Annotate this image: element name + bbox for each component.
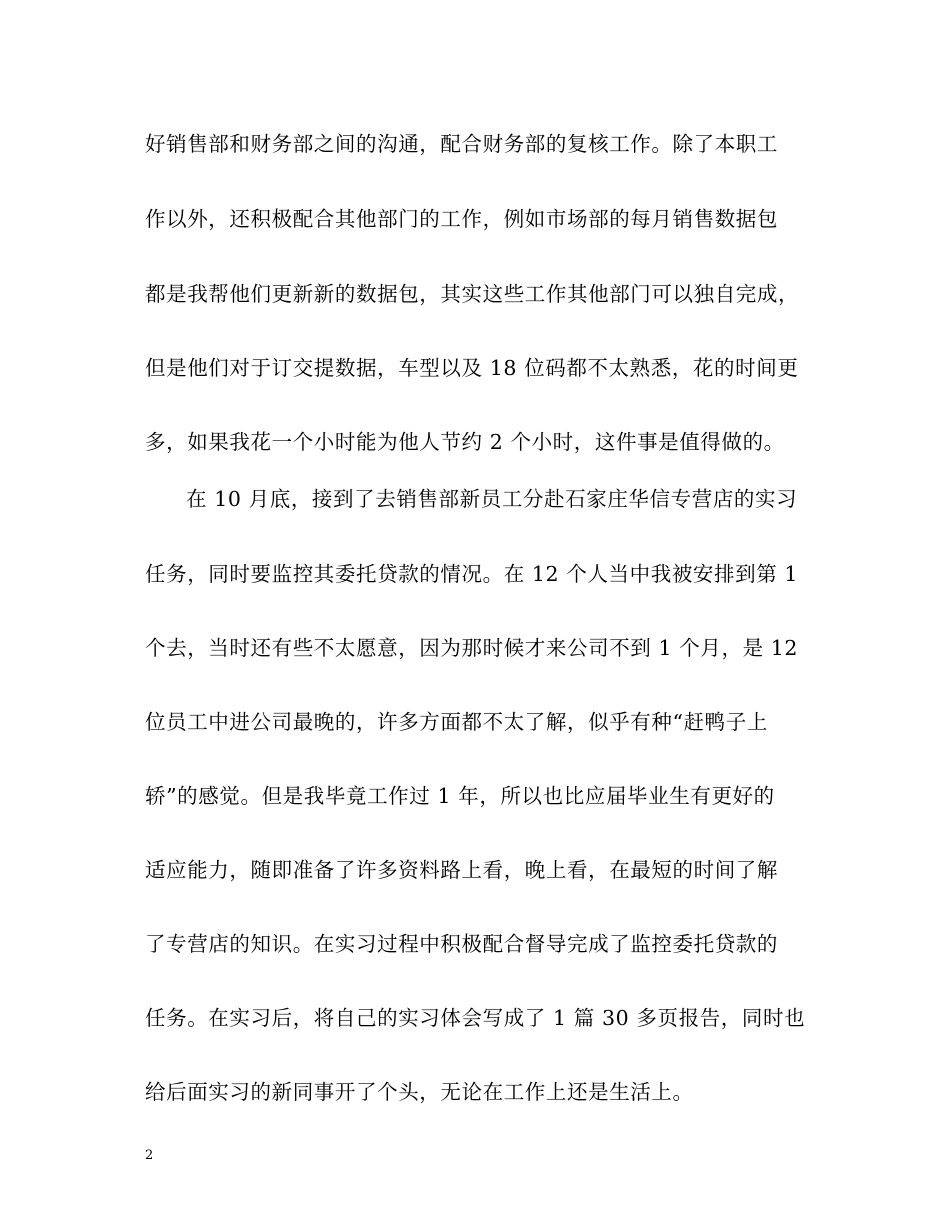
text-line: 了专营店的知识。在实习过程中积极配合督导完成了监控委托贷款的: [145, 932, 778, 956]
text-line: 个去，当时还有些不太愿意，因为那时候才来公司不到 1 个月，是 12: [145, 636, 799, 660]
paragraph-first-line: 在 10 月底，接到了去销售部新员工分赴石家庄华信专营店的实习: [186, 487, 798, 511]
text-line: 位员工中进公司最晚的，许多方面都不太了解，似乎有种“赶鸭子上: [145, 710, 768, 734]
text-line: 作以外，还积极配合其他部门的工作，例如市场部的每月销售数据包: [145, 207, 778, 231]
text-line: 任务，同时要监控其委托贷款的情况。在 12 个人当中我被安排到第 1: [145, 562, 799, 586]
text-line: 好销售部和财务部之间的沟通，配合财务部的复核工作。除了本职工: [145, 132, 778, 156]
text-line: 任务。在实习后，将自己的实习体会写成了 1 篇 30 多页报告，同时也: [145, 1006, 806, 1030]
text-line: 都是我帮他们更新新的数据包，其实这些工作其他部门可以独自完成，: [145, 282, 800, 306]
text-line: 适应能力，随即准备了许多资料路上看，晚上看，在最短的时间了解: [145, 858, 778, 882]
text-line: 多，如果我花一个小时能为他人节约 2 个小时，这件事是值得做的。: [145, 430, 785, 454]
text-line: 但是他们对于订交提数据，车型以及 18 位码都不太熟悉，花的时间更: [145, 356, 799, 380]
text-line: 轿”的感觉。但是我毕竟工作过 1 年，所以也比应届毕业生有更好的: [145, 784, 775, 808]
page-number: 2: [145, 1148, 154, 1163]
text-line: 给后面实习的新同事开了个头，无论在工作上还是生活上。: [145, 1080, 694, 1104]
